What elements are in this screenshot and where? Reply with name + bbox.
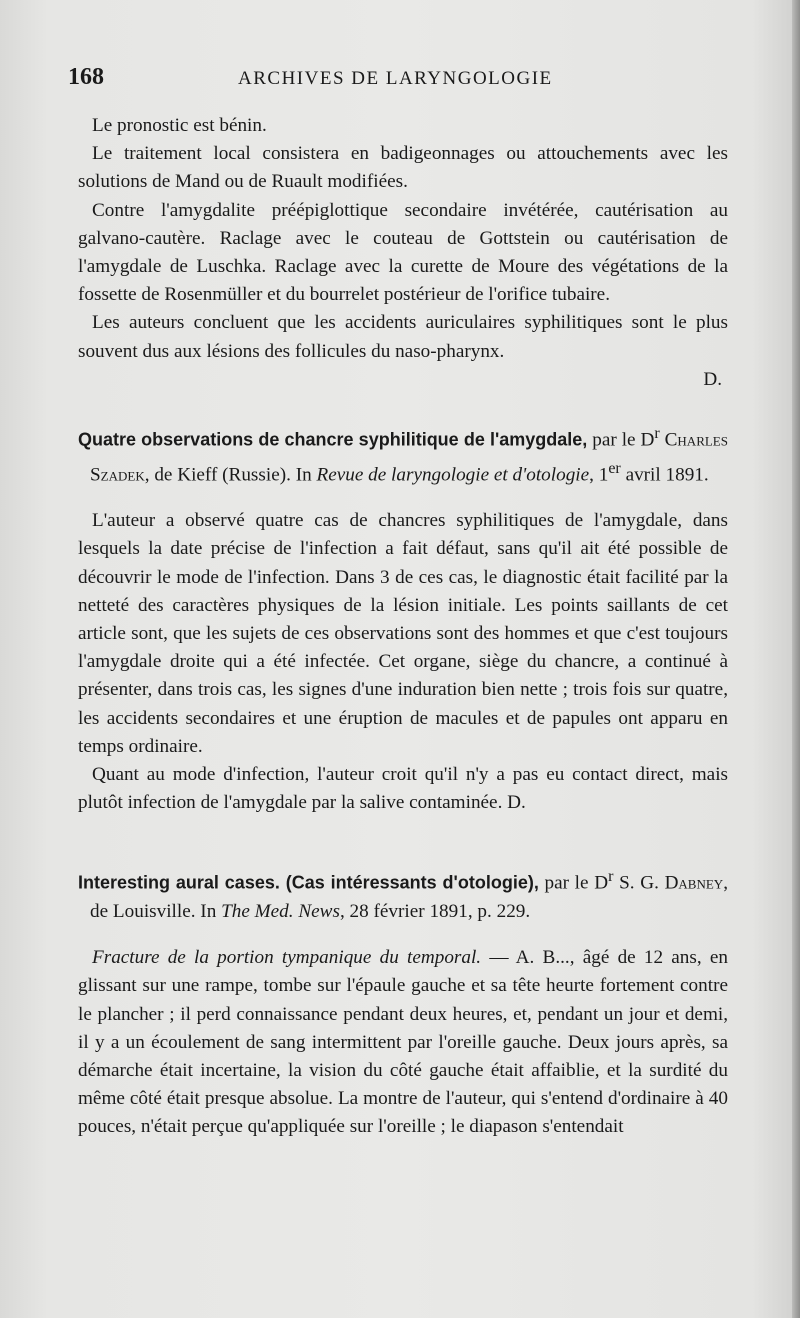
- article-journal: Revue de laryngologie et d'otologie: [316, 464, 590, 486]
- running-title: ARCHIVES DE LARYNGOLOGIE: [238, 68, 553, 89]
- article-dr-sup: r: [654, 425, 660, 443]
- paragraph: Le pronostic est bénin.: [92, 115, 267, 136]
- article-title-bold: Interesting aural cases. (Cas intéressants d'otologie),: [78, 872, 539, 893]
- article-date: , 28 février 1891, p. 229.: [339, 901, 531, 923]
- article-title-bold: Quatre observations de chancre syphilitique de l'amygdale,: [78, 429, 588, 450]
- paragraph: [78, 944, 728, 1141]
- case-text: — A. B..., âgé de 12 ans, en glissant sur une rampe, tombe sur l'épaule gauche et sa tête heurte fortement contre le plancher ; il perd connaissance pendant deux heures, et, pendant un jour et demi, il y a un écoulement de sang intermittent par l'oreille gauche. Deux jours après, sa démarche était incertaine, la vision du côté gauche était affaiblie, et la surdité du même côté était presque absolue. La montre de l'auteur, qui s'entend d'ordinaire à 40 pouces, n'était perçue qu'appliquée sur l'oreille ; le diapason s'entendait: [78, 947, 728, 1138]
- article-date-sup: er: [608, 459, 621, 477]
- article-title: [78, 863, 728, 926]
- article-title: [78, 420, 728, 489]
- paragraph: Quant au mode d'infection, l'auteur croit qu'il n'y a pas eu contact direct, mais plutôt infection de l'amygdale par la salive contaminée. D.: [78, 764, 728, 814]
- paragraph: Contre l'amygdalite préépiglottique secondaire invétérée, cautérisation au galvano-cautère. Raclage avec le couteau de Gottstein ou cautérisation de l'amygdale de Luschka. Raclage avec la curette de Moure des végétations de la fossette de Rosenmüller et du bourrelet postérieur de l'orifice tubaire.: [78, 199, 728, 306]
- article-affil: , de Louisville. In: [90, 872, 728, 923]
- page-edge: [792, 0, 800, 1318]
- article-affil: , de Kieff (Russie). In: [144, 464, 317, 486]
- paragraph: Les auteurs concluent que les accidents auriculaires syphilitiques sont le plus souvent dus aux lésions des follicules du naso-pharynx.: [78, 312, 728, 362]
- paragraph: Le traitement local consistera en badigeonnages ou attouchements avec les solutions de Mand ou de Ruault modifiées.: [78, 143, 728, 193]
- article-par: par le D: [587, 429, 655, 451]
- page-body: [78, 112, 728, 1142]
- article-dr-sup: r: [608, 868, 614, 886]
- signature: D.: [703, 368, 722, 390]
- paragraph: L'auteur a observé quatre cas de chancres syphilitiques de l'amygdale, dans lesquels la date précise de l'infection a fait défaut, sans qu'il ait été possible de découvrir le mode de l'infection. Dans 3 de ces cas, le diagnostic était facilité par la netteté des caractères physiques de la lésion initiale. Les points saillants de cet article sont, que les sujets de ces observations sont des hommes et que c'est toujours l'amygdale droite qui a été infectée. Cet organe, siège du chancre, a continué à présenter, dans trois cas, les signes d'une induration bien nette ; trois fois sur quatre, les accidents secondaires et une éruption de macules et de papules ont apparu en temps ordinaire.: [78, 510, 728, 757]
- article-author: Dabney: [664, 872, 724, 894]
- article-date-pre: , 1: [589, 464, 609, 486]
- article-date-post: avril 1891.: [620, 464, 709, 486]
- article-author-pre: S. G.: [613, 872, 665, 894]
- article-journal: The Med. News: [221, 901, 340, 923]
- article-par: par le D: [538, 872, 609, 894]
- page-number: 168: [68, 64, 104, 90]
- case-title: Fracture de la portion tympanique du temporal.: [92, 947, 482, 969]
- page-header: [68, 64, 728, 104]
- article-author: Charles Szadek: [90, 429, 728, 486]
